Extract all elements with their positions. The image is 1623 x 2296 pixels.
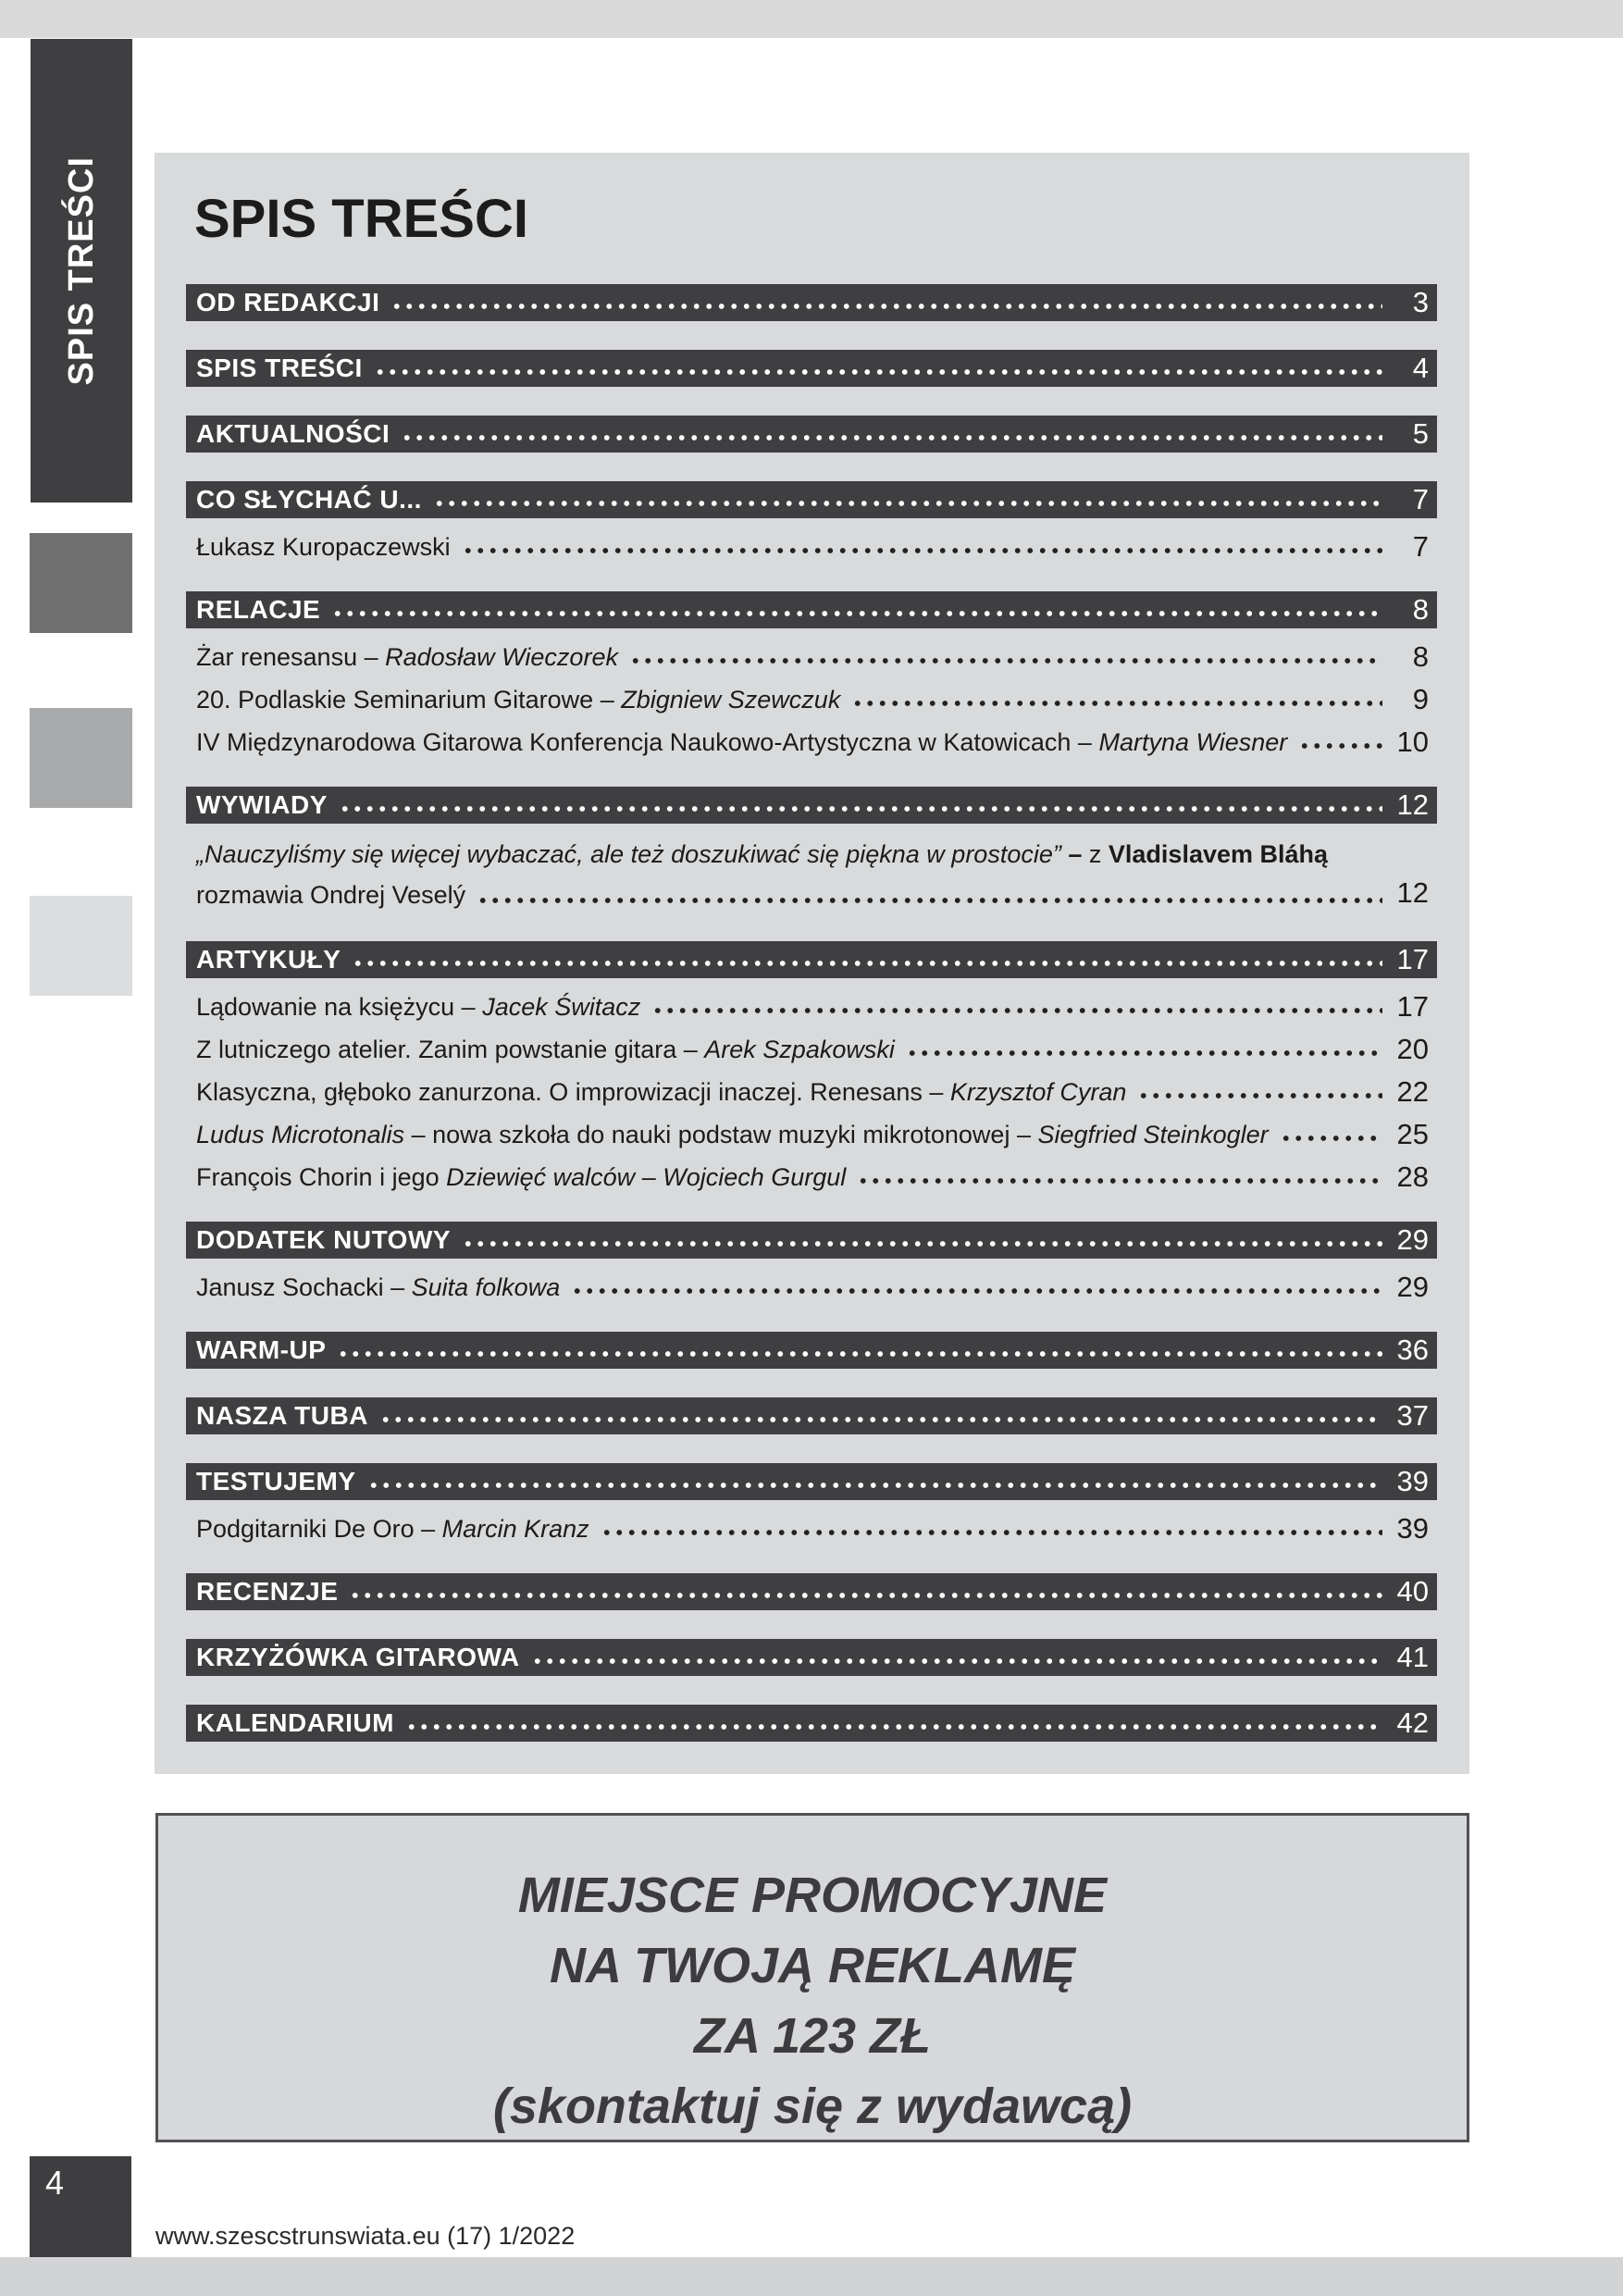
toc-item-konferencja-katowice bbox=[186, 724, 1437, 761]
section-label: CO SŁYCHAĆ U... bbox=[196, 485, 422, 514]
section-page-number: 37 bbox=[1396, 1399, 1429, 1432]
item-title: Ludus Microtonalis – nowa szkoła do nauki podstaw muzyki mikrotonowej – Siegfried Steinkogler bbox=[196, 1121, 1269, 1148]
toc-section-bar-dodatek-nutowy bbox=[186, 1222, 1437, 1259]
toc-section-bar-warm-up bbox=[186, 1332, 1437, 1369]
section-page-number: 12 bbox=[1396, 788, 1429, 821]
top-strip bbox=[0, 0, 1623, 38]
section-page-number: 7 bbox=[1412, 483, 1429, 515]
dot-leader bbox=[462, 544, 1382, 557]
item-title: Lądowanie na księżycu – Jacek Świtacz bbox=[196, 993, 641, 1021]
toc-section-bar-wywiady bbox=[186, 787, 1437, 824]
dot-leader bbox=[367, 1479, 1382, 1492]
dot-leader bbox=[531, 1655, 1382, 1668]
advert-line-3: ZA 123 ZŁ bbox=[693, 2008, 932, 2064]
dot-leader bbox=[851, 697, 1382, 710]
toc-section-bar-nasza-tuba bbox=[186, 1397, 1437, 1434]
dot-leader bbox=[906, 1047, 1382, 1060]
dot-leader bbox=[374, 366, 1382, 379]
section-page-number: 4 bbox=[1412, 352, 1429, 384]
toc-item-suita-folkowa bbox=[186, 1269, 1437, 1306]
section-page-number: 8 bbox=[1412, 593, 1429, 626]
toc-item-ladowanie bbox=[186, 988, 1437, 1025]
interview-author-line bbox=[186, 875, 1437, 915]
item-title: Janusz Sochacki – Suita folkowa bbox=[196, 1273, 561, 1301]
section-label: ARTYKUŁY bbox=[196, 945, 341, 974]
section-label: NASZA TUBA bbox=[196, 1401, 368, 1430]
dot-leader bbox=[401, 431, 1382, 444]
item-page-number: 10 bbox=[1396, 726, 1429, 758]
item-title: „Nauczyliśmy się więcej wybaczać, ale też doszukiwać się piękna w prostocie” – z Vladislavem Bláhą bbox=[196, 840, 1329, 868]
toc-section-bar-recenzje bbox=[186, 1573, 1437, 1610]
section-label: DODATEK NUTOWY bbox=[196, 1225, 452, 1254]
interview-quote-line bbox=[186, 834, 1437, 875]
section-page-number: 3 bbox=[1412, 286, 1429, 318]
toc-item-francois-chorin bbox=[186, 1159, 1437, 1196]
advert-line-2: NA TWOJĄ REKLAMĘ bbox=[550, 1938, 1075, 1993]
item-page-number: 7 bbox=[1412, 530, 1429, 563]
dot-leader bbox=[390, 300, 1382, 313]
toc-item-podgitarniki bbox=[186, 1510, 1437, 1547]
dot-leader bbox=[857, 1174, 1382, 1187]
section-label: OD REDAKCJI bbox=[196, 288, 380, 316]
item-page-number: 39 bbox=[1396, 1512, 1429, 1545]
dot-leader bbox=[433, 497, 1382, 510]
item-page-number: 25 bbox=[1396, 1118, 1429, 1150]
sidebar-vertical-label: SPIS TREŚCI bbox=[61, 155, 101, 386]
section-page-number: 39 bbox=[1396, 1465, 1429, 1497]
toc-section-bar-relacje bbox=[186, 591, 1437, 628]
toc-section-bar-krzyzowka bbox=[186, 1639, 1437, 1676]
toc-section-bar-testujemy bbox=[186, 1463, 1437, 1500]
item-title: rozmawia Ondrej Veselý bbox=[196, 881, 466, 909]
section-label: KRZYŻÓWKA GITAROWA bbox=[196, 1643, 520, 1671]
toc-item-kuropaczewski bbox=[186, 528, 1437, 565]
page-number: 4 bbox=[45, 2164, 65, 2202]
item-title: Z lutniczego atelier. Zanim powstanie gitara – Arek Szpakowski bbox=[196, 1036, 895, 1063]
dot-leader bbox=[601, 1526, 1382, 1539]
section-page-number: 29 bbox=[1396, 1223, 1429, 1256]
section-label: RELACJE bbox=[196, 595, 321, 624]
item-title: Żar renesansu – Radosław Wieczorek bbox=[196, 643, 618, 671]
dot-leader bbox=[349, 1589, 1382, 1602]
toc-item-ludus-microtonalis bbox=[186, 1116, 1437, 1153]
dot-leader bbox=[379, 1413, 1382, 1426]
dot-leader bbox=[477, 894, 1382, 907]
section-page-number: 40 bbox=[1396, 1575, 1429, 1607]
item-page-number: 28 bbox=[1396, 1160, 1429, 1193]
item-page-number: 20 bbox=[1396, 1033, 1429, 1065]
item-page-number: 22 bbox=[1396, 1075, 1429, 1108]
section-label: SPIS TREŚCI bbox=[196, 354, 363, 382]
advert-placeholder-box bbox=[155, 1813, 1469, 2142]
toc-section-bar-co-slychac bbox=[186, 481, 1437, 518]
toc-item-zar-renesansu bbox=[186, 639, 1437, 676]
dot-leader bbox=[352, 957, 1382, 970]
section-page-number: 42 bbox=[1396, 1706, 1429, 1739]
item-title: IV Międzynarodowa Gitarowa Konferencja Naukowo-Artystyczna w Katowicach – Martyna Wiesner bbox=[196, 728, 1288, 756]
toc-section-bar-artykuly bbox=[186, 941, 1437, 978]
item-page-number: 9 bbox=[1412, 683, 1429, 715]
toc-item-wywiad-blaha bbox=[186, 834, 1437, 915]
dot-leader bbox=[1137, 1089, 1382, 1102]
dot-leader bbox=[331, 607, 1382, 620]
dot-leader bbox=[571, 1285, 1382, 1297]
section-label: WARM-UP bbox=[196, 1335, 327, 1364]
item-page-number: 17 bbox=[1396, 990, 1429, 1023]
advert-line-4: (skontaktuj się z wydawcą) bbox=[492, 2079, 1133, 2134]
section-page-number: 41 bbox=[1396, 1641, 1429, 1673]
item-title: Łukasz Kuropaczewski bbox=[196, 533, 451, 561]
dot-leader bbox=[1298, 739, 1382, 752]
section-label: WYWIADY bbox=[196, 790, 328, 819]
bottom-strip bbox=[0, 2257, 1623, 2296]
toc-section-bar-kalendarium bbox=[186, 1705, 1437, 1742]
item-page-number: 29 bbox=[1396, 1271, 1429, 1303]
toc-section-bar-aktualnosci bbox=[186, 416, 1437, 453]
footer-url: www.szescstrunswiata.eu (17) 1/2022 bbox=[155, 2222, 576, 2250]
toc-item-lutnicze-atelier bbox=[186, 1031, 1437, 1068]
item-title: Podgitarniki De Oro – Marcin Kranz bbox=[196, 1515, 589, 1543]
toc-panel bbox=[155, 153, 1469, 1774]
item-page-number: 12 bbox=[1396, 876, 1429, 909]
toc-item-podlaskie-seminarium bbox=[186, 681, 1437, 718]
dot-leader bbox=[462, 1237, 1382, 1250]
sidebar-tab bbox=[31, 39, 132, 503]
section-page-number: 36 bbox=[1396, 1334, 1429, 1366]
toc-item-klasyczna bbox=[186, 1074, 1437, 1111]
dot-leader bbox=[337, 1347, 1382, 1360]
advert-line-1: MIEJSCE PROMOCYJNE bbox=[517, 1868, 1108, 1923]
sidebar-square-medium bbox=[30, 708, 132, 808]
toc-section-bar-spis-tresci bbox=[186, 350, 1437, 387]
section-label: KALENDARIUM bbox=[196, 1708, 394, 1737]
dot-leader bbox=[339, 802, 1382, 815]
item-title: 20. Podlaskie Seminarium Gitarowe – Zbigniew Szewczuk bbox=[196, 686, 841, 714]
section-label: RECENZJE bbox=[196, 1577, 339, 1606]
page-title: SPIS TREŚCI bbox=[194, 189, 528, 249]
dot-leader bbox=[629, 654, 1382, 667]
item-title: François Chorin i jego Dziewięć walców – Wojciech Gurgul bbox=[196, 1163, 847, 1191]
dot-leader bbox=[405, 1720, 1382, 1733]
section-label: AKTUALNOŚCI bbox=[196, 419, 390, 448]
page-number-box bbox=[30, 2156, 131, 2257]
section-label: TESTUJEMY bbox=[196, 1467, 356, 1496]
item-page-number: 8 bbox=[1412, 640, 1429, 673]
item-title: Klasyczna, głęboko zanurzona. O improwizacji inaczej. Renesans – Krzysztof Cyran bbox=[196, 1078, 1127, 1106]
sidebar-square-dark bbox=[30, 533, 132, 633]
toc-section-bar-od-redakcji bbox=[186, 284, 1437, 321]
section-page-number: 17 bbox=[1396, 943, 1429, 975]
dot-leader bbox=[1280, 1132, 1382, 1145]
sidebar-square-light bbox=[30, 896, 132, 996]
dot-leader bbox=[651, 1004, 1382, 1017]
section-page-number: 5 bbox=[1412, 417, 1429, 450]
